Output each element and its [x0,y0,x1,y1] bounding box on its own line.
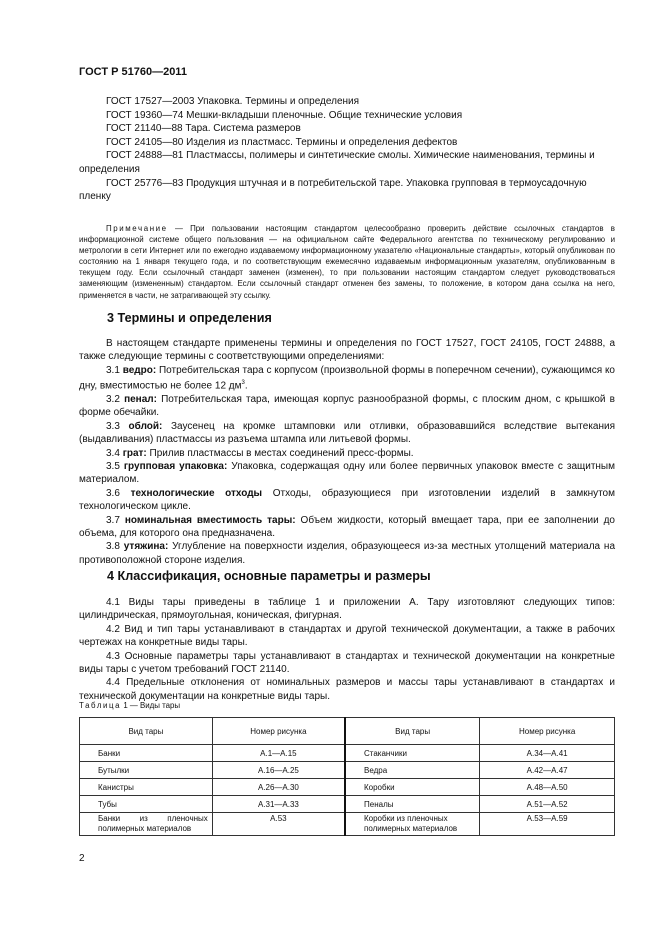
table-cell: А.42—А.47 [480,762,615,779]
reference-item: ГОСТ 25776—83 Продукция штучная и в потребительской таре. Упаковка групповая в термоусадочную пленку [79,177,587,203]
table-cell: А.31—А.33 [212,796,345,813]
table-cell: А.53 [212,813,345,836]
container-types-table [79,717,615,836]
note-block [79,223,615,301]
term-text: Прилив пластмассы в местах соединений пресс-формы. [146,447,414,459]
section-4-paragraph: 4.1 Виды тары приведены в таблице 1 и приложении А. Тару изготовляют следующих типов: цилиндрическая, прямоугольная, коническая, фигурная. [79,597,615,622]
table-cell: А.16—А.25 [212,762,345,779]
term-name: групповая упаковка: [123,460,228,472]
section-4-paragraph: 4.3 Основные параметры тары устанавливают в стандартах и технической документации на конкретные виды тары с учетом требований ГОСТ 21140. [79,650,615,676]
term-text: Потребительская тара с корпусом (произвольной формы в поперечном сечении), сужающимся ко дну, вместимостью не более 12 дм [79,364,615,392]
term-number: 3.3 [106,420,120,432]
section-4-paragraph: 4.4 Предельные отклонения от номинальных размеров и массы тары устанавливают в стандартах и технической документации на конкретные виды тары. [79,677,615,702]
term-definition [79,393,615,420]
table-cell: Стаканчики [345,745,480,762]
table-row [80,762,615,779]
table-cell: А.53—А.59 [480,813,615,836]
term-definition [79,487,615,514]
table-cell: Коробки из пленочных полимерных материалов [345,813,480,836]
table-caption-text: 1 — Виды тары [121,701,181,710]
term-name: облой: [128,420,163,432]
section-4-body [79,596,615,703]
table-cell: Ведра [345,762,480,779]
reference-item: ГОСТ 24888—81 Пластмассы, полимеры и синтетические смолы. Химические наименования, термины и определения [79,150,595,175]
table-caption-lead: Таблица [79,701,122,710]
term-name: номинальная вместимость тары: [124,514,296,526]
term-text: Объем жидкости, который вмещает тара, при ее заполнении до объема, для которого она предназначена. [79,514,615,540]
term-definition [79,514,615,541]
term-number: 3.5 [106,460,120,472]
note-lead: Примечание [106,224,168,233]
term-text: Отходы, образующиеся при изготовлении изделий в замкнутом технологическом цикле. [79,487,615,513]
table-row [80,779,615,796]
note-text: — При пользовании настоящим стандартом целесообразно проверить действие ссылочных стандартов в информационной системе общего пользования — на официальном сайте Федерального агентства по техническому регулированию и метрологии в сети Интернет или по ежегодно издаваемому информационному указателю «Национальные стандарты», который опубликован по состоянию на 1 января текущего года, и по соответствующим ежемесячно издаваемым информационным указателям, опубликованным в текущем году. Если ссылочный стандарт заменен (изменен), то при пользовании настоящим стандартом следует руководствоваться заменяющим (измененным) стандартом. Если ссылочный стандарт отменен без замены, то положение, в котором дана ссылка на него, применяется в части, не затрагивающей эту ссылку. [79,224,615,300]
table-caption [79,701,180,710]
table-cell: А.48—А.50 [480,779,615,796]
term-number: 3.1 [106,364,120,376]
superscript: 3 [241,380,245,387]
table-cell: Канистры [80,779,213,796]
term-name: утяжина: [123,541,169,553]
term-text: Потребительская тара, имеющая корпус разнообразной формы, с плоским дном, с крышкой в форме обечайки. [79,393,615,419]
term-end: . [244,380,248,392]
normative-references [79,95,615,204]
table-row [80,796,615,813]
table-header-cell: Номер рисунка [212,718,345,745]
table-cell: А.26—А.30 [212,779,345,796]
term-definition [79,460,615,487]
table-cell: Банки [80,745,213,762]
term-name: пенал: [124,393,157,405]
table-cell: Коробки [345,779,480,796]
term-name: технологические отходы [130,487,263,499]
term-number: 3.6 [106,487,120,499]
table-cell: Тубы [80,796,213,813]
table-header-row [80,718,615,745]
section-3-title: 3 Термины и определения [107,311,272,325]
table-header-cell: Вид тары [345,718,480,745]
table-cell: А.1—А.15 [212,745,345,762]
term-definition [79,447,615,460]
document-header: ГОСТ Р 51760—2011 [79,66,187,78]
reference-item: ГОСТ 24105—80 Изделия из пластмасс. Термины и определения дефектов [106,136,458,148]
section-3-intro: В настоящем стандарте применены термины и определения по ГОСТ 17527, ГОСТ 24105, ГОСТ 24888, а также следующие термины с соответствующими определениями: [79,338,615,363]
table-header-cell: Номер рисунка [480,718,615,745]
term-definition [79,364,615,393]
table-header-cell: Вид тары [80,718,213,745]
reference-item: ГОСТ 17527—2003 Упаковка. Термины и определения [106,96,360,107]
term-number: 3.7 [106,514,120,526]
term-number: 3.4 [106,447,120,459]
page-number: 2 [79,853,85,864]
reference-item: ГОСТ 21140—88 Тара. Система размеров [106,123,301,135]
reference-item: ГОСТ 19360—74 Мешки-вкладыши пленочные. Общие технические условия [106,109,463,121]
term-name: ведро: [122,364,157,376]
term-text: Углубление на поверхности изделия, образующееся из-за местных утолщений материала на противоположной стороне изделия. [79,541,616,566]
table-row [80,745,615,762]
term-definition [79,540,615,567]
table-cell: Бутылки [80,762,213,779]
term-text: Упаковка, содержащая одну или более первичных упаковок вместе с защитным материалом. [79,460,615,486]
section-3-body [79,337,615,567]
table-cell: Банки из пленочных полимерных материалов [80,813,213,836]
table-cell: Пеналы [345,796,480,813]
term-name: грат: [122,447,147,459]
term-definition [79,420,615,447]
section-4-title: 4 Классификация, основные параметры и размеры [107,569,431,583]
term-text: Заусенец на кромке штамповки или отливки, образовавшийся вследствие вытекания (выдавливания) пластмассы из разъема штампа или литьевой формы. [79,420,615,446]
table-cell: А.34—А.41 [480,745,615,762]
term-number: 3.2 [106,393,120,405]
term-number: 3.8 [106,541,120,553]
section-4-paragraph: 4.2 Вид и тип тары устанавливают в стандартах и другой технической документации, а также в рабочих чертежах на конкретные виды тары. [79,623,615,649]
table-row [80,813,615,836]
table-cell: А.51—А.52 [480,796,615,813]
